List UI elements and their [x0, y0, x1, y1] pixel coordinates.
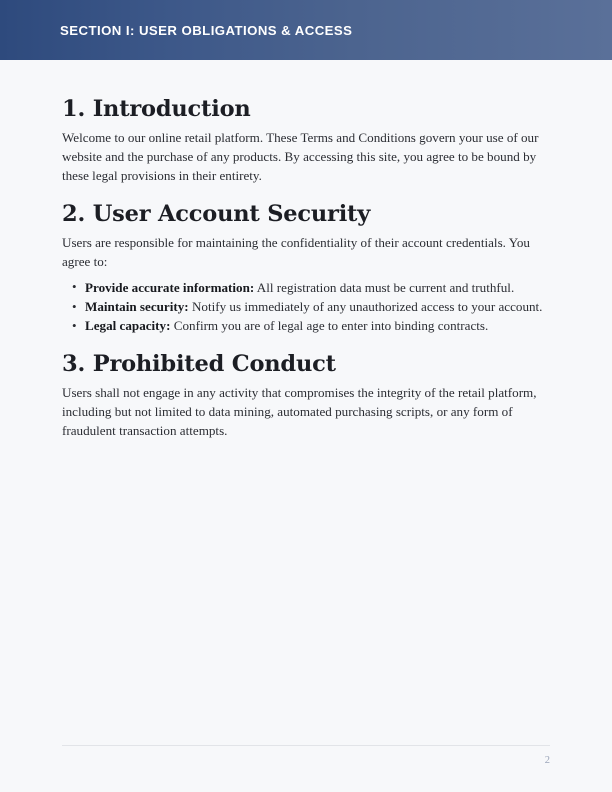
- section-heading-1: 1. Introduction: [62, 96, 251, 122]
- document-content: [0, 60, 612, 440]
- section-banner: [0, 0, 612, 60]
- list-item-text: All registration data must be current and truthful.: [256, 279, 515, 295]
- section-heading-2: 2. User Account Security: [62, 200, 371, 227]
- page-footer: [62, 745, 550, 766]
- section-paragraph-1: Welcome to our online retail platform. These Terms and Conditions govern your use of our website and the purchase of any products. By accessing this site, you agree to be bound by these legal provisions in their entirety.: [62, 130, 539, 183]
- section-introduction: [62, 97, 550, 186]
- list-item-label: Provide accurate information:: [85, 279, 255, 295]
- page-number: 2: [544, 755, 550, 766]
- section-prohibited-conduct: [62, 352, 550, 441]
- list-item-text: Notify us immediately of any unauthorized access to your account.: [191, 299, 543, 315]
- section-paragraph-3: Users shall not engage in any activity that compromises the integrity of the retail platform, including but not limited to data mining, automated purchasing scripts, or any form of fraudulent transaction attempts.: [62, 384, 537, 438]
- list-item: [62, 316, 550, 335]
- section-paragraph-2: Users are responsible for maintaining the confidentiality of their account credentials. You agree to:: [62, 235, 530, 269]
- footer-divider: [62, 745, 550, 746]
- list-item-label: Legal capacity:: [85, 318, 171, 334]
- banner-title: SECTION I: USER OBLIGATIONS & ACCESS: [60, 22, 353, 38]
- list-item-label: Maintain security:: [85, 299, 189, 315]
- obligations-list: [62, 278, 550, 336]
- list-item: [62, 297, 550, 316]
- section-heading-3: 3. Prohibited Conduct: [62, 350, 336, 377]
- section-user-account-security: [62, 202, 550, 336]
- list-item-text: Confirm you are of legal age to enter into binding contracts.: [173, 318, 489, 334]
- list-item: [62, 278, 550, 297]
